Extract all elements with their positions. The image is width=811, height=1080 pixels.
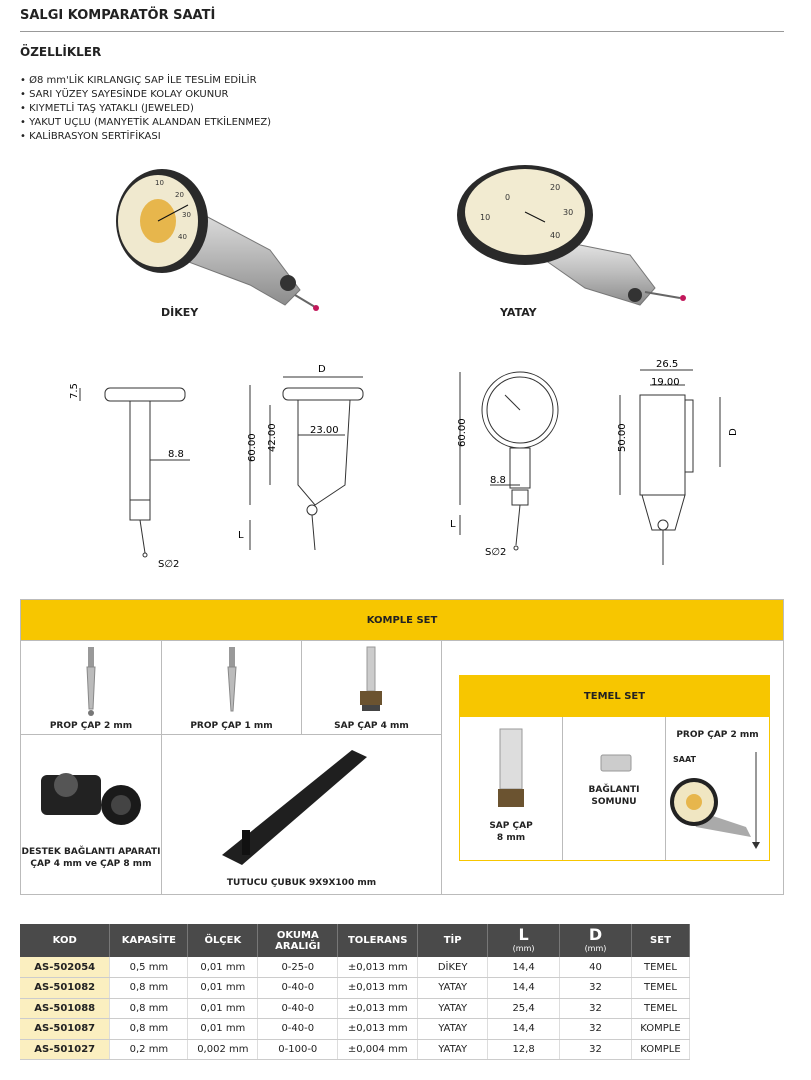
cell: TEMEL	[631, 998, 689, 1019]
col-header: TİP	[418, 924, 488, 957]
komple-set-panel	[20, 599, 784, 895]
cell-code: AS-501027	[20, 1039, 110, 1060]
item-probe-2mm	[21, 641, 162, 735]
table-row	[20, 998, 690, 1019]
clamp-icon	[21, 735, 162, 845]
col-header-line: L	[518, 925, 529, 944]
temel-set-panel	[459, 675, 770, 861]
cell: YATAY	[418, 998, 488, 1019]
item-holder-bar	[162, 735, 442, 894]
stem-icon	[302, 641, 442, 719]
temel-set-title: TEMEL SET	[460, 676, 769, 717]
col-header: KAPASİTE	[110, 924, 188, 957]
cell: 0,8 mm	[110, 998, 188, 1019]
col-header-line: OKUMA	[276, 929, 319, 941]
vertical-indicator-photo	[110, 165, 330, 315]
dim-label: S∅2	[158, 559, 180, 570]
cell: 0,2 mm	[110, 1039, 188, 1060]
horizontal-label: YATAY	[500, 306, 537, 319]
dim-label: S∅2	[485, 547, 507, 558]
cell: ±0,013 mm	[338, 957, 418, 978]
feature-list	[20, 74, 271, 144]
cell-code: AS-501082	[20, 978, 110, 999]
col-header-line: D	[588, 925, 603, 944]
dim-label: 8.8	[168, 449, 184, 460]
dim-label: 7.5	[69, 383, 80, 399]
cell: 0,002 mm	[188, 1039, 258, 1060]
dim-label: D	[318, 364, 326, 375]
dial-number: 10	[480, 213, 491, 222]
cell: 0-40-0	[258, 998, 338, 1019]
cell: ±0,004 mm	[338, 1039, 418, 1060]
col-header-unit: (mm)	[584, 944, 607, 953]
dim-label: D	[728, 428, 739, 436]
cell: 0,8 mm	[110, 1019, 188, 1040]
dial-number: 40	[178, 233, 187, 241]
cell: 0,01 mm	[188, 1019, 258, 1040]
vertical-label: DİKEY	[161, 306, 199, 319]
dim-label: 23.00	[310, 425, 339, 436]
cell: 0,8 mm	[110, 978, 188, 999]
table-row	[20, 978, 690, 999]
col-header: SET	[631, 924, 689, 957]
indicator-icon	[666, 747, 769, 857]
cell-code: AS-501087	[20, 1019, 110, 1040]
dim-label: 26.5	[656, 359, 679, 370]
cell: 0,01 mm	[188, 998, 258, 1019]
feature-item: • YAKUT UÇLU (MANYETİK ALANDAN ETKİLENMEZ)	[20, 116, 271, 130]
dial-number: 20	[550, 183, 561, 192]
feature-item: • KIYMETLİ TAŞ YATAKLI (JEWELED)	[20, 102, 271, 116]
title-divider	[20, 31, 784, 32]
dim-label: L	[238, 530, 244, 541]
dial-number: 30	[182, 211, 191, 219]
cell: KOMPLE	[631, 1039, 689, 1060]
probe-icon	[21, 641, 162, 719]
item-label: SAP ÇAP 4 mm	[334, 721, 409, 731]
cell: TEMEL	[631, 957, 689, 978]
item-label: 8 mm	[496, 833, 526, 843]
cell: 25,4	[488, 998, 560, 1019]
item-label: PROP ÇAP 1 mm	[190, 721, 273, 731]
dim-label: 50.00	[617, 423, 628, 452]
cell: 0,01 mm	[188, 978, 258, 999]
stem-8mm-icon	[460, 717, 563, 817]
cell: YATAY	[418, 1039, 488, 1060]
feature-item: • Ø8 mm'LİK KIRLANGIÇ SAP İLE TESLİM EDİLİR	[20, 74, 271, 88]
cell: YATAY	[418, 1019, 488, 1040]
cell: TEMEL	[631, 978, 689, 999]
dial-number: 10	[155, 179, 164, 187]
table-row	[20, 1019, 690, 1040]
cell: KOMPLE	[631, 1019, 689, 1040]
dim-label: 8.8	[490, 475, 506, 486]
dim-label: 60.00	[457, 418, 468, 447]
item-label: BAĞLANTI	[588, 785, 640, 795]
item-clamp	[21, 735, 162, 894]
cell: YATAY	[418, 978, 488, 999]
item-label: SAP ÇAP	[489, 821, 533, 831]
nut-icon	[563, 717, 666, 777]
temel-item-stem	[460, 717, 563, 860]
temel-item-nut	[563, 717, 666, 860]
page-title: SALGI KOMPARATÖR SAATİ	[20, 8, 216, 23]
dial-number: 0	[505, 193, 511, 202]
col-header-line: ARALIĞI	[275, 940, 321, 952]
cell: 32	[560, 998, 632, 1019]
cell: 14,4	[488, 957, 560, 978]
cell: 0,5 mm	[110, 957, 188, 978]
cell: 32	[560, 1039, 632, 1060]
feature-item: • SARI YÜZEY SAYESİNDE KOLAY OKUNUR	[20, 88, 271, 102]
dim-label: 42.00	[267, 423, 278, 452]
col-header	[560, 924, 632, 957]
col-header: ÖLÇEK	[188, 924, 258, 957]
item-label: ÇAP 4 mm ve ÇAP 8 mm	[30, 859, 152, 869]
cell: 40	[560, 957, 632, 978]
item-label: TUTUCU ÇUBUK 9X9X100 mm	[226, 878, 377, 888]
cell-code: AS-502054	[20, 957, 110, 978]
col-header-unit: (mm)	[512, 944, 535, 953]
dim-label: 19.00	[651, 377, 680, 388]
dim-label: L	[450, 519, 456, 530]
cell: ±0,013 mm	[338, 1019, 418, 1040]
cell: DİKEY	[418, 957, 488, 978]
table-header-row	[20, 924, 690, 957]
cell: 32	[560, 1019, 632, 1040]
item-label: SOMUNU	[591, 797, 637, 807]
item-label: PROP ÇAP 2 mm	[49, 721, 133, 731]
cell: 0-40-0	[258, 978, 338, 999]
cell: 14,4	[488, 1019, 560, 1040]
cell: 0-25-0	[258, 957, 338, 978]
item-label: DESTEK BAĞLANTI APARATI	[21, 847, 161, 857]
komple-set-title: KOMPLE SET	[21, 600, 783, 641]
col-header: KOD	[20, 924, 110, 957]
cell: 0-40-0	[258, 1019, 338, 1040]
cell-code: AS-501088	[20, 998, 110, 1019]
item-label: PROP ÇAP 2 mm	[676, 730, 759, 740]
cell: 14,4	[488, 978, 560, 999]
item-label: SAAT	[673, 755, 696, 764]
dial-number: 40	[550, 231, 561, 240]
feature-item: • KALİBRASYON SERTİFİKASI	[20, 130, 271, 144]
spec-table-body	[20, 957, 690, 1060]
item-probe-1mm	[162, 641, 302, 735]
probe-icon	[162, 641, 302, 719]
item-stem-4mm	[302, 641, 442, 735]
col-header: TOLERANS	[338, 924, 418, 957]
cell: 32	[560, 978, 632, 999]
technical-drawings	[0, 355, 811, 575]
holder-bar-icon	[162, 735, 442, 875]
cell: 0,01 mm	[188, 957, 258, 978]
col-header	[258, 924, 338, 957]
horizontal-indicator-photo	[455, 160, 705, 310]
dial-number: 30	[563, 208, 574, 217]
col-header	[488, 924, 560, 957]
cell: 0-100-0	[258, 1039, 338, 1060]
dim-label: 60.00	[247, 433, 258, 462]
features-title: ÖZELLİKLER	[20, 45, 102, 59]
cell: 12,8	[488, 1039, 560, 1060]
table-row	[20, 957, 690, 978]
cell: ±0,013 mm	[338, 998, 418, 1019]
spec-table	[20, 924, 690, 1060]
temel-item-indicator	[666, 717, 769, 860]
cell: ±0,013 mm	[338, 978, 418, 999]
table-row	[20, 1039, 690, 1060]
dial-number: 20	[175, 191, 184, 199]
